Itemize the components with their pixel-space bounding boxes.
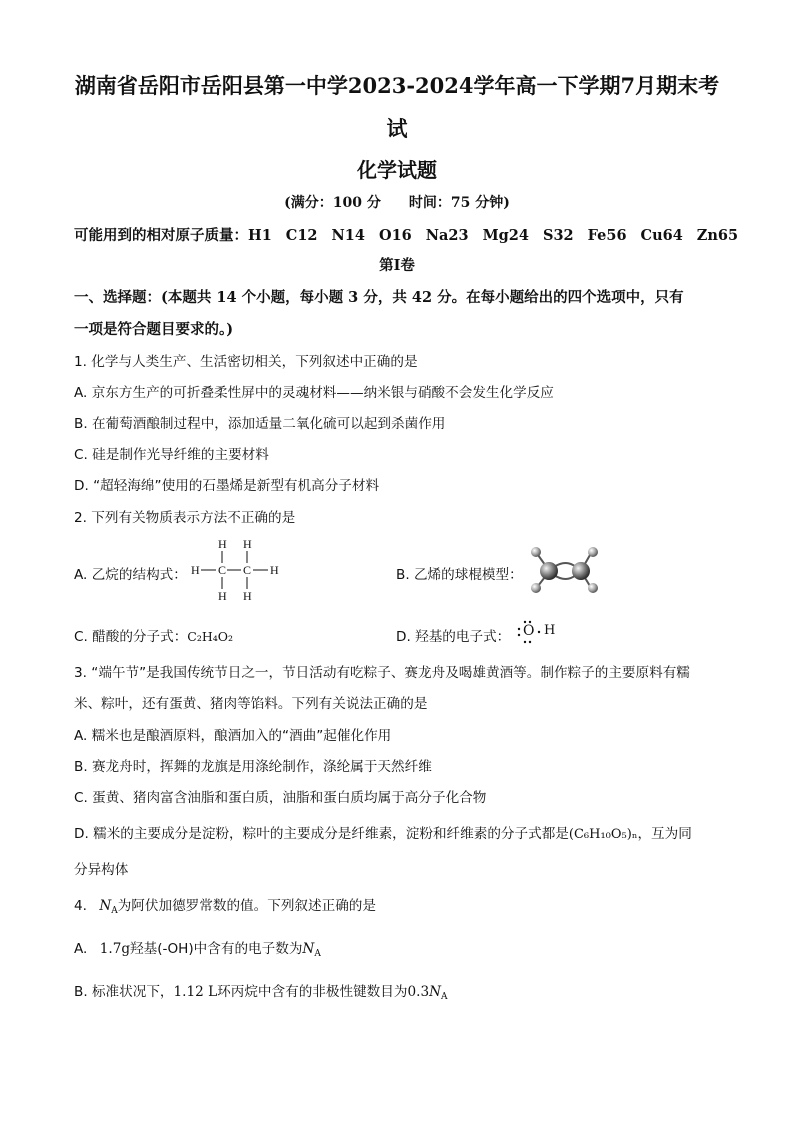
q1-option-c: C. 硅是制作光导纤维的主要材料 <box>74 447 269 463</box>
ethane-h-top-right: H <box>243 537 252 551</box>
acetic-acid-formula: C₂H₄O₂ <box>187 629 234 644</box>
atomic-mass-zn: Zn65 <box>696 227 739 244</box>
hydroxyl-h-atom: H <box>544 623 556 638</box>
atomic-mass-o: O16 <box>378 227 412 244</box>
electron-dots-svg <box>514 619 560 645</box>
avogadro-subscript: A <box>111 906 118 916</box>
ethane-h-top-left: H <box>218 537 227 551</box>
q1-stem: 1. 化学与人类生产、生活密切相关，下列叙述中正确的是 <box>74 354 418 370</box>
q4-option-b-avogadro: N <box>429 984 441 1000</box>
section1-heading-line1: 一、选择题：(本题共 14 个小题，每小题 3 分，共 42 分。在每小题给出的四个选项中，只有 <box>74 289 684 306</box>
q4-option-b-coefficient: 0.3 <box>407 984 430 1000</box>
q3-option-d-text: D. 糯米的主要成分是淀粉，粽叶的主要成分是纤维素，淀粉和纤维素的分子式都是 <box>74 826 569 842</box>
q1-option-a: A. 京东方生产的可折叠柔性屏中的灵魂材料——纳米银与硝酸不会发生化学反应 <box>74 385 554 401</box>
atomic-mass-mg: Mg24 <box>482 227 529 244</box>
q2-stem: 2. 下列有关物质表示方法不正确的是 <box>74 510 296 526</box>
q3-option-c: C. 蛋黄、猪肉富含油脂和蛋白质，油脂和蛋白质均属于高分子化合物 <box>74 790 487 806</box>
atomic-mass-na: Na23 <box>425 227 469 244</box>
q4-option-b-prefix: B. 标准状况下， <box>74 984 174 1000</box>
q4-option-a-mass: 1.7g <box>99 941 131 957</box>
q4-option-b-avogadro-sub: A <box>441 992 448 1002</box>
q3-option-d-line2: 分异构体 <box>74 862 129 878</box>
score-time-info: (满分：100 分 时间：75 分钟) <box>284 195 510 211</box>
q3-option-a: A. 糯米也是酿酒原料，酿酒加入的“酒曲”起催化作用 <box>74 728 392 744</box>
avogadro-symbol: N <box>99 898 112 914</box>
q2-option-c <box>74 625 233 645</box>
exam-title-line2: 试 <box>386 116 408 141</box>
atomic-mass-s: S32 <box>542 227 574 244</box>
q4-number: 4. <box>74 898 87 914</box>
ethylene-ball-stick-model <box>524 543 604 595</box>
hydroxyl-electron-formula <box>514 619 560 645</box>
volume-label: 第Ⅰ卷 <box>379 257 415 274</box>
atomic-masses-line <box>74 224 738 245</box>
q3-stem-line2: 米、粽叶，还有蛋黄、猪肉等馅料。下列有关说法正确的是 <box>74 696 428 712</box>
q3-option-b: B. 赛龙舟时，挥舞的龙旗是用涤纶制作，涤纶属于天然纤维 <box>74 759 432 775</box>
atomic-masses-label: 可能用到的相对原子质量： <box>74 227 248 244</box>
q2-option-b-label: B. 乙烯的球棍模型： <box>396 567 523 583</box>
atomic-mass-h: H1 <box>248 227 272 244</box>
ethylene-h-atom <box>588 583 598 593</box>
atomic-mass-c: C12 <box>285 227 318 244</box>
ethylene-h-atom <box>531 547 541 557</box>
q4-stem-text: 为阿伏加德罗常数的值。下列叙述正确的是 <box>117 898 376 914</box>
ethylene-h-atom <box>531 583 541 593</box>
q4-option-b <box>74 980 448 1000</box>
atomic-mass-n: N14 <box>331 227 365 244</box>
ethane-structural-formula <box>188 536 283 604</box>
atomic-mass-fe: Fe56 <box>587 227 627 244</box>
q4-option-a-avogadro: N <box>302 941 315 957</box>
q1-option-b: B. 在葡萄酒酿制过程中，添加适量二氧化硫可以起到杀菌作用 <box>74 416 446 432</box>
ethane-structure-svg <box>188 536 283 604</box>
q3-option-d-line1 <box>74 822 692 842</box>
ethylene-c-atom <box>572 562 590 580</box>
ethylene-c-atom <box>540 562 558 580</box>
q2-option-d-label: D. 羟基的电子式： <box>396 629 511 645</box>
q1-option-d: D. “超轻海绵”使用的石墨烯是新型有机高分子材料 <box>74 478 380 494</box>
q4-option-a-avogadro-sub: A <box>314 949 321 959</box>
atomic-mass-cu: Cu64 <box>640 227 683 244</box>
q3-option-d-text-end: ，互为同 <box>637 826 692 842</box>
ethane-h-bottom-left: H <box>218 589 227 603</box>
q4-option-a-prefix: A. <box>74 941 88 957</box>
section1-heading-line2: 一项是符合题目要求的。) <box>74 321 234 338</box>
ethane-c-right: C <box>243 563 252 577</box>
ethane-h-bottom-right: H <box>243 589 252 603</box>
q2-option-c-label: C. 醋酸的分子式： <box>74 629 188 645</box>
ethane-c-left: C <box>218 563 227 577</box>
q3-stem-line1: 3. “端午节”是我国传统节日之一，节日活动有吃粽子、赛龙舟及喝雄黄酒等。制作粽子的主要原料有糯 <box>74 665 690 681</box>
q4-stem <box>74 894 376 914</box>
ethane-h-right: H <box>270 563 279 577</box>
ethane-h-left: H <box>191 563 200 577</box>
exam-title-line1: 湖南省岳阳市岳阳县第一中学2023-2024学年高一下学期7月期末考 <box>74 73 720 98</box>
q4-option-b-text: 环丙烷中含有的非极性键数目为 <box>217 984 408 1000</box>
q4-option-a-text: 羟基(-OH)中含有的电子数为 <box>130 941 303 957</box>
q4-option-a <box>74 937 321 957</box>
subject-title: 化学试题 <box>357 158 437 182</box>
ethylene-model-svg <box>524 543 604 595</box>
hydroxyl-o-atom: O <box>523 623 535 639</box>
ethylene-h-atom <box>588 547 598 557</box>
q2-option-a-label: A. 乙烷的结构式： <box>74 567 187 583</box>
q4-option-b-volume: 1.12 L <box>173 984 218 1000</box>
starch-formula: (C₆H₁₀O₅)ₙ <box>568 827 638 842</box>
